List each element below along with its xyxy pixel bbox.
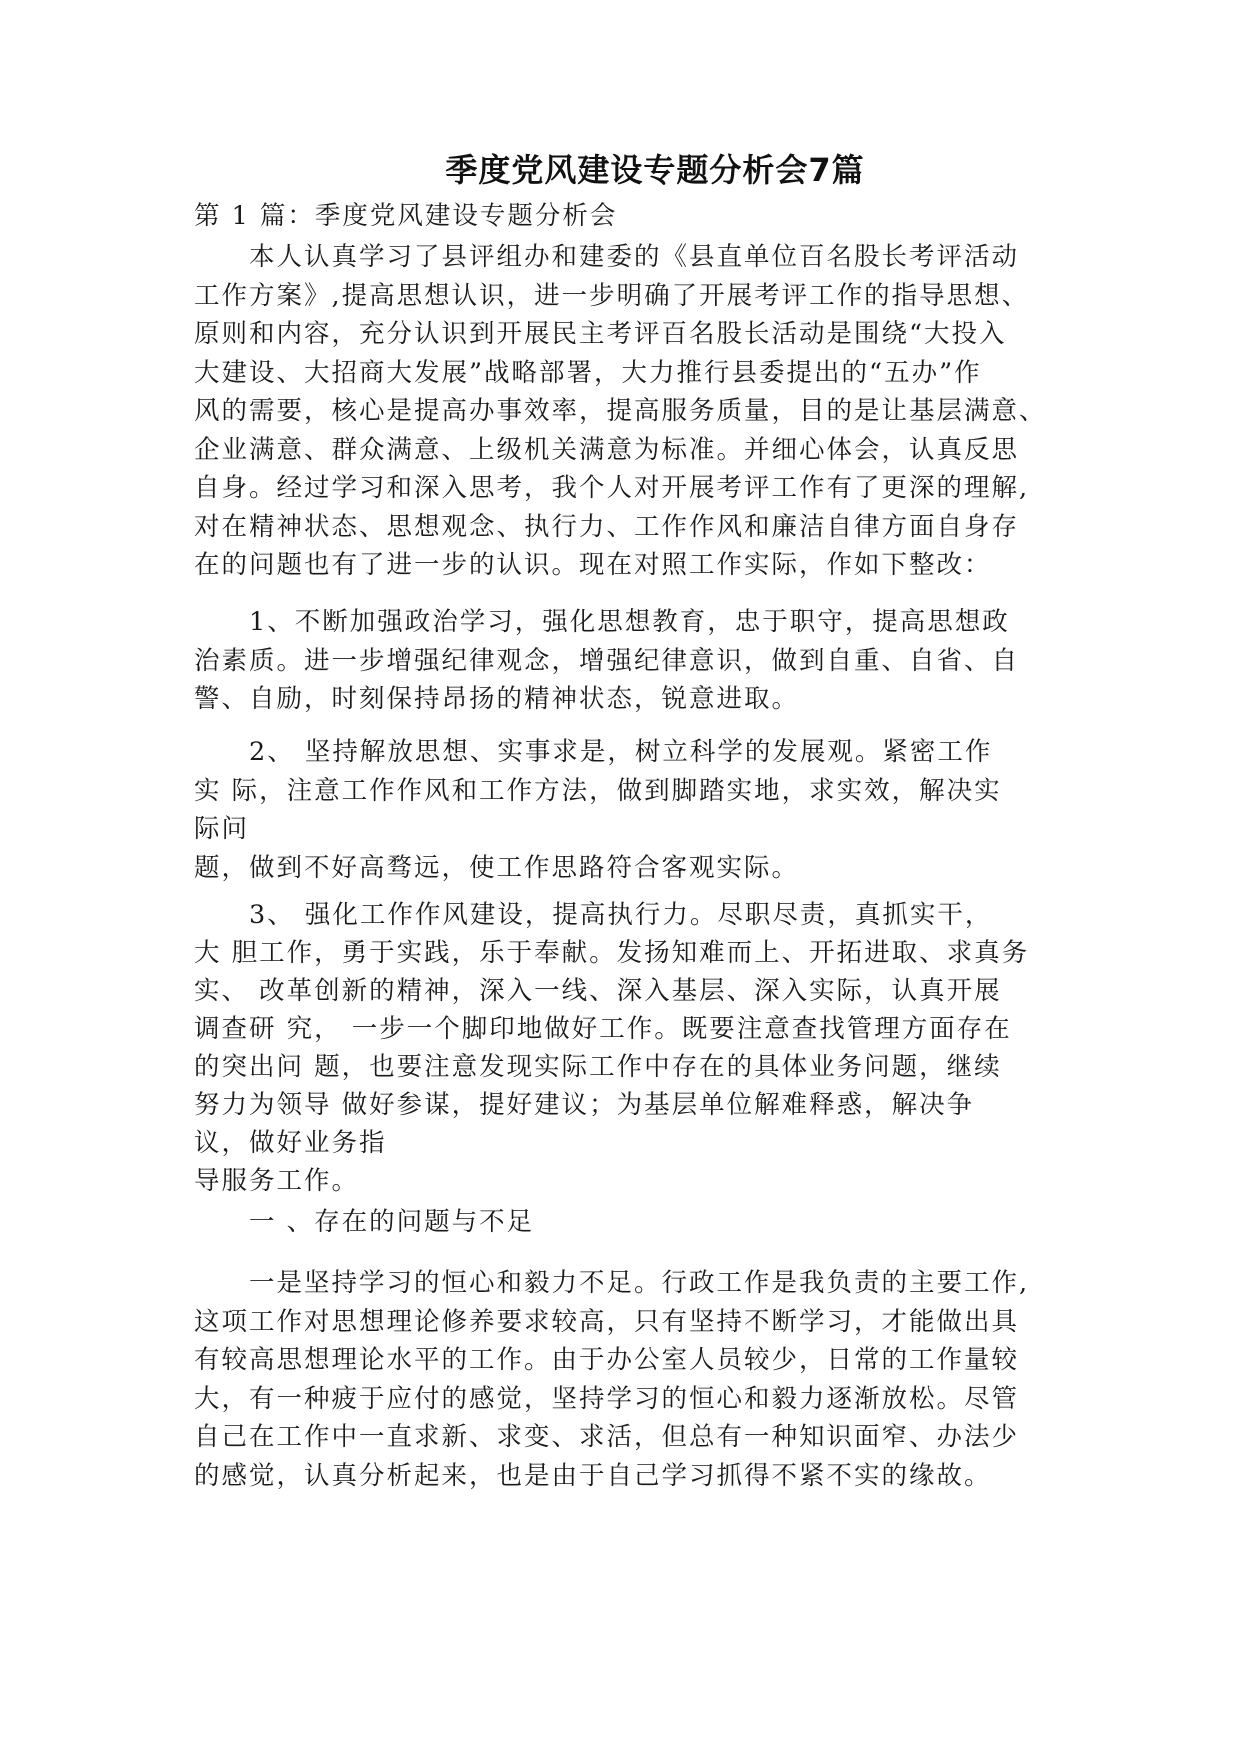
paragraph-item-1	[194, 603, 1054, 719]
text-line: 这项工作对思想理论修养要求较高，只有坚持不断学习，才能做出具	[194, 1306, 1020, 1337]
text-line: 大，有一种疲于应付的感觉，坚持学习的恒心和毅力逐渐放松。尽管	[194, 1383, 1020, 1414]
text-line: 企业满意、群众满意、上级机关满意为标准。并细心体会，认真反思	[194, 434, 1020, 465]
document-title: 季度党风建设专题分析会7篇	[445, 151, 865, 189]
text-line: 工作方案》,提高思想认识，进一步明确了开展考评工作的指导思想、	[194, 280, 1030, 311]
text-line: 导服务工作。	[194, 1166, 360, 1196]
text-line: 题，做到不好高骛远，使工作思路符合客观实际。	[194, 852, 800, 883]
subheading-problems: 一 、存在的问题与不足	[194, 1207, 535, 1237]
section-heading-block	[194, 197, 1054, 236]
text-line: 大 胆工作，勇于实践，乐于奉献。发扬知难而上、开拓进取、求真务	[194, 938, 1030, 968]
text-line: 对在精神状态、思想观念、执行力、工作作风和廉洁自律方面自身存	[194, 511, 1020, 542]
section-subheading-block	[194, 1203, 1054, 1242]
text-line: 有较高思想理论水平的工作。由于办公室人员较少，日常的工作量较	[194, 1345, 1020, 1375]
text-line: 实 际，注意工作作风和工作方法，做到脚踏实地，求实效，解决实	[194, 775, 1002, 806]
text-line: 风的需要，核心是提高办事效率，提高服务质量，目的是让基层满意、	[194, 396, 1047, 426]
section-heading: 第 1 篇：季度党风建设专题分析会	[194, 201, 618, 231]
text-line: 自己在工作中一直求新、求变、求活，但总有一种知识面窄、办法少	[194, 1422, 1020, 1452]
text-line: 在的问题也有了进一步的认识。现在对照工作实际，作如下整改：	[194, 550, 992, 580]
text-line: 原则和内容，充分认识到开展民主考评百名股长活动是围绕“大投入	[194, 319, 1007, 349]
text-line: 3、 强化工作作风建设，提高执行力。尽职尽责，真抓实干，	[194, 900, 993, 930]
paragraph-item-3	[194, 896, 1054, 1200]
text-line: 治素质。进一步增强纪律观念，增强纪律意识，做到自重、自省、自	[194, 645, 1020, 676]
paragraph-problem-1	[194, 1264, 1054, 1495]
text-line: 自身。经过学习和深入思考，我个人对开展考评工作有了更深的理解,	[194, 473, 1030, 503]
paragraph-item-2	[194, 733, 1054, 887]
text-line: 1、不断加强政治学习，强化思想教育，忠于职守，提高思想政	[194, 607, 1010, 637]
text-line: 际问	[194, 814, 250, 844]
text-line: 议，做好业务指	[194, 1128, 387, 1158]
text-line: 调查研 究， 一步一个脚印地做好工作。既要注意查找管理方面存在	[194, 1014, 1012, 1044]
text-line: 努力为领导 做好参谋，提好建议；为基层单位解难释惑，解决争	[194, 1090, 975, 1120]
text-line: 实、 改革创新的精神，深入一线、深入基层、深入实际，认真开展	[194, 976, 1002, 1006]
text-line: 大建设、大招商大发展”战略部署，大力推行县委提出的“五办”作	[194, 357, 982, 388]
text-line: 本人认真学习了县评组办和建委的《县直单位百名股长考评活动	[194, 242, 1020, 272]
text-line: 警、自励，时刻保持昂扬的精神状态，锐意进取。	[194, 684, 800, 714]
text-line: 一是坚持学习的恒心和毅力不足。行政工作是我负责的主要工作,	[194, 1268, 1030, 1298]
text-line: 的感觉，认真分析起来，也是由于自己学习抓得不紧不实的缘故。	[194, 1460, 992, 1491]
paragraph-intro	[194, 238, 1054, 585]
text-line: 的突出问 题，也要注意发现实际工作中存在的具体业务问题，继续	[194, 1052, 1002, 1082]
text-line: 2、 坚持解放思想、实事求是，树立科学的发展观。紧密工作	[194, 737, 993, 767]
